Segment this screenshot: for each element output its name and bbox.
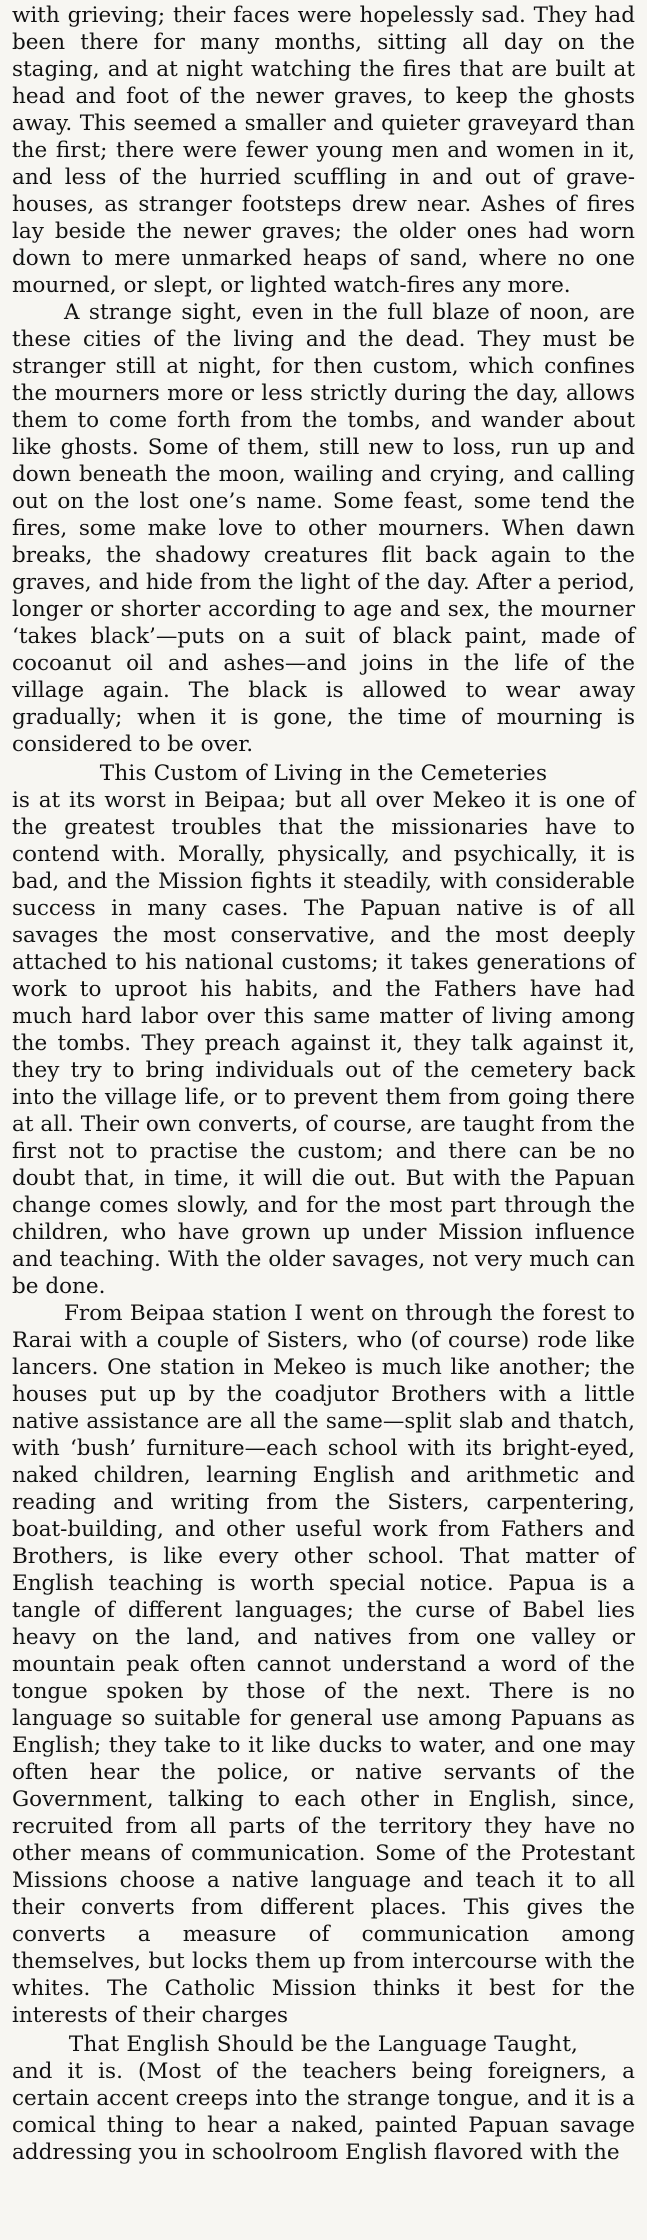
subheading-english-language: That English Should be the Language Taught, [68,2032,579,2057]
paragraph-and-it-is: and it is. (Most of the teachers being foreigners, a certain accent creeps into the strange tongue, and it is a comical thing to hear a naked, painted Papuan savage addressing you in schoolroom English flavored with the [12,2059,635,2165]
paragraph-from-beipaa-station: From Beipaa station I went on through the forest to Rarai with a couple of Sisters, who (of course) rode like lancers. One station in Mekeo is much like another; the houses put up by the coadjutor Brothers with a little native assistance are all the same—split slab and thatch, with ‘bush’ furniture—each school with its bright-eyed, naked children, learning English and arithmetic and reading and writing from the Sisters, carpentering, boat-building, and other useful work from Fathers and Brothers, is like every other school. That matter of English teaching is worth special notice. Papua is a tangle of different languages; the curse of Babel lies heavy on the land, and natives from one valley or mountain peak often cannot understand a word of the tongue spoken by those of the next. There is no language so suitable for general use among Papuans as English; they take to it like ducks to water, and one may often hear the police, or native servants of the Government, talking to each other in English, since, recruited from all parts of the territory they have no other means of communication. Some of the Protestant Missions choose a native language and teach it to all their converts from different places. This gives the converts a measure of communication among themselves, but locks them up from intercourse with the whites. The Catholic Mission thinks it best for the interests of their charges [12,1301,635,2028]
paragraph-worst-in-beipaa: is at its worst in Beipaa; but all over Mekeo it is one of the greatest troubles that the missionaries have to contend with. Morally, physically, and psychically, it is bad, and the Mission fights it steadily, with considerable success in many cases. The Papuan native is of all savages the most conservative, and the most deeply attached to his national customs; it takes generations of work to uproot his habits, and the Fathers have had much hard labor over this same matter of living among the tombs. They preach against it, they talk against it, they try to bring individuals out of the cemetery back into the village life, or to prevent them from going there at all. Their own converts, of course, are taught from the first not to practise the custom; and there can be no doubt that, in time, it will die out. But with the Papuan change comes slowly, and for the most part through the children, who have grown up under Mission influence and teaching. With the older savages, not very much can be done. [12,788,635,1299]
paragraph-grieving: with grieving; their faces were hopelessly sad. They had been there for many months, sitting all day on the staging, and at night watching the fires that are built at head and foot of the newer graves, to keep the ghosts away. This seemed a smaller and quieter graveyard than the first; there were fewer young men and women in it, and less of the hurried scuffling in and out of grave-houses, as stranger footsteps drew near. Ashes of fires lay beside the newer graves; the older ones had worn down to mere unmarked heaps of sand, where no one mourned, or slept, or lighted watch-fires any more. [12,3,635,298]
paragraph-strange-sight: A strange sight, even in the full blaze of noon, are these cities of the living and the dead. They must be stranger still at night, for then custom, which confines the mourners more or less strictly during the day, allows them to come forth from the tombs, and wander about like ghosts. Some of them, still new to loss, run up and down beneath the moon, wailing and crying, and calling out on the lost one’s name. Some feast, some tend the fires, some make love to other mourners. When dawn breaks, the shadowy creatures flit back again to the graves, and hide from the light of the day. After a period, longer or shorter according to age and sex, the mourner ‘takes black’—puts on a suit of black paint, made of cocoanut oil and ashes—and joins in the life of the village again. The black is allowed to wear away gradually; when it is gone, the time of mourning is considered to be over. [12,300,635,757]
subheading-custom-of-living: This Custom of Living in the Cemeteries [99,761,548,786]
